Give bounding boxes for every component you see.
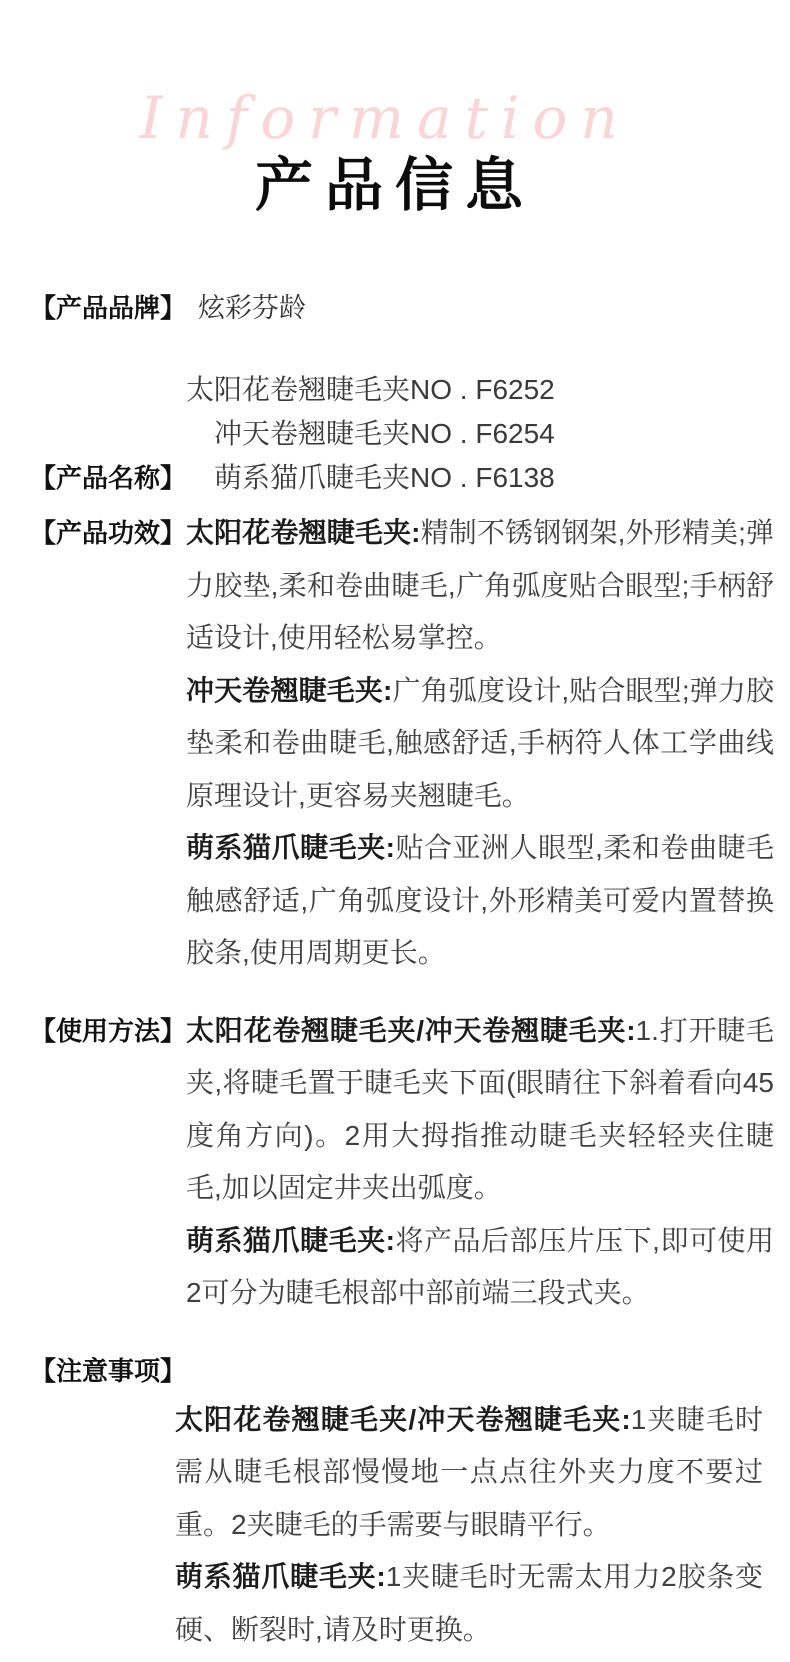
paragraph-prefix: 冲天卷翘睫毛夹: [186,674,393,706]
brand-value: 炫彩芬龄 [198,293,307,323]
section-label-precautions: 【注意事项】 [30,1355,187,1386]
paragraph-text: 将产品后部压片压下,即可使用2可分为睫毛根部中部前端三段式夹。 [186,1224,775,1308]
product-name-line: 冲天卷翘睫毛夹NO . F6254 [214,418,555,449]
paragraph-prefix: 萌系猫爪睫毛夹: [186,1224,395,1256]
section-content-names [186,368,774,500]
paragraph-prefix: 太阳花卷翘睫毛夹/冲天卷翘睫毛夹: [175,1403,631,1435]
decorative-script-text: Information [139,84,631,152]
product-name-line: 萌系猫爪睫毛夹NO . F6138 [214,462,555,493]
paragraph-prefix: 太阳花卷翘睫毛夹: [186,517,421,548]
paragraph-text: 贴合亚洲人眼型,柔和卷曲睫毛触感舒适,广角弧度设计,外形精美可爱内置替换胶条,使用周期更长。 [186,832,775,968]
paragraph [186,665,774,823]
product-name-line: 太阳花卷翘睫毛夹NO . F6252 [186,374,555,405]
section-product-names [0,368,790,500]
paragraph [186,1215,774,1320]
paragraph [186,822,774,980]
section-content-precautions [175,1394,763,1657]
paragraph-text: 1.打开睫毛夹,将睫毛置于睫毛夹下面(眼睛往下斜着看向45度角方向)。2用大拇指推动睫毛夹轻轻夹住睫毛,加以固定井夹出弧度。 [186,1014,775,1203]
section-content-effects [186,507,774,980]
page-title: 产品信息 [254,153,535,218]
paragraph [175,1551,763,1656]
section-usage-method [0,1005,790,1320]
section-label-names: 【产品名称】 [30,463,187,493]
section-product-brand [0,293,790,323]
paragraph [186,1005,774,1215]
paragraph [186,507,774,665]
paragraph-text: 1夹睫毛时需从睫毛根部慢慢地一点点往外夹力度不要过重。2夹睫毛的手需要与眼睛平行。 [175,1403,764,1540]
paragraph [175,1394,763,1552]
section-label-brand: 【产品品牌】 [30,293,187,323]
paragraph-text: 广角弧度设计,贴合眼型;弹力胶垫柔和卷曲睫毛,触感舒适,手柄符人体工学曲线原理设计,更容易夹翘睫毛。 [186,674,775,811]
section-content-brand [186,293,774,323]
product-name-list [186,368,555,500]
section-product-effects [0,507,790,980]
section-precautions [0,1348,790,1657]
paragraph-text: 1夹睫毛时无需太用力2胶条变硬、断裂时,请及时更换。 [175,1561,763,1645]
section-label-usage: 【使用方法】 [30,1015,187,1046]
paragraph-prefix: 太阳花卷翘睫毛夹/冲天卷翘睫毛夹: [186,1014,636,1046]
paragraph-text: 精制不锈钢钢架,外形精美;弹力胶垫,柔和卷曲睫毛,广角弧度贴合眼型;手柄舒适设计,使用轻松易掌控。 [186,517,775,653]
paragraph-prefix: 萌系猫爪睫毛夹: [175,1561,386,1592]
page-header [0,0,790,230]
section-content-usage [186,1005,774,1320]
section-label-effects: 【产品功效】 [30,518,187,548]
paragraph-prefix: 萌系猫爪睫毛夹: [186,832,395,863]
